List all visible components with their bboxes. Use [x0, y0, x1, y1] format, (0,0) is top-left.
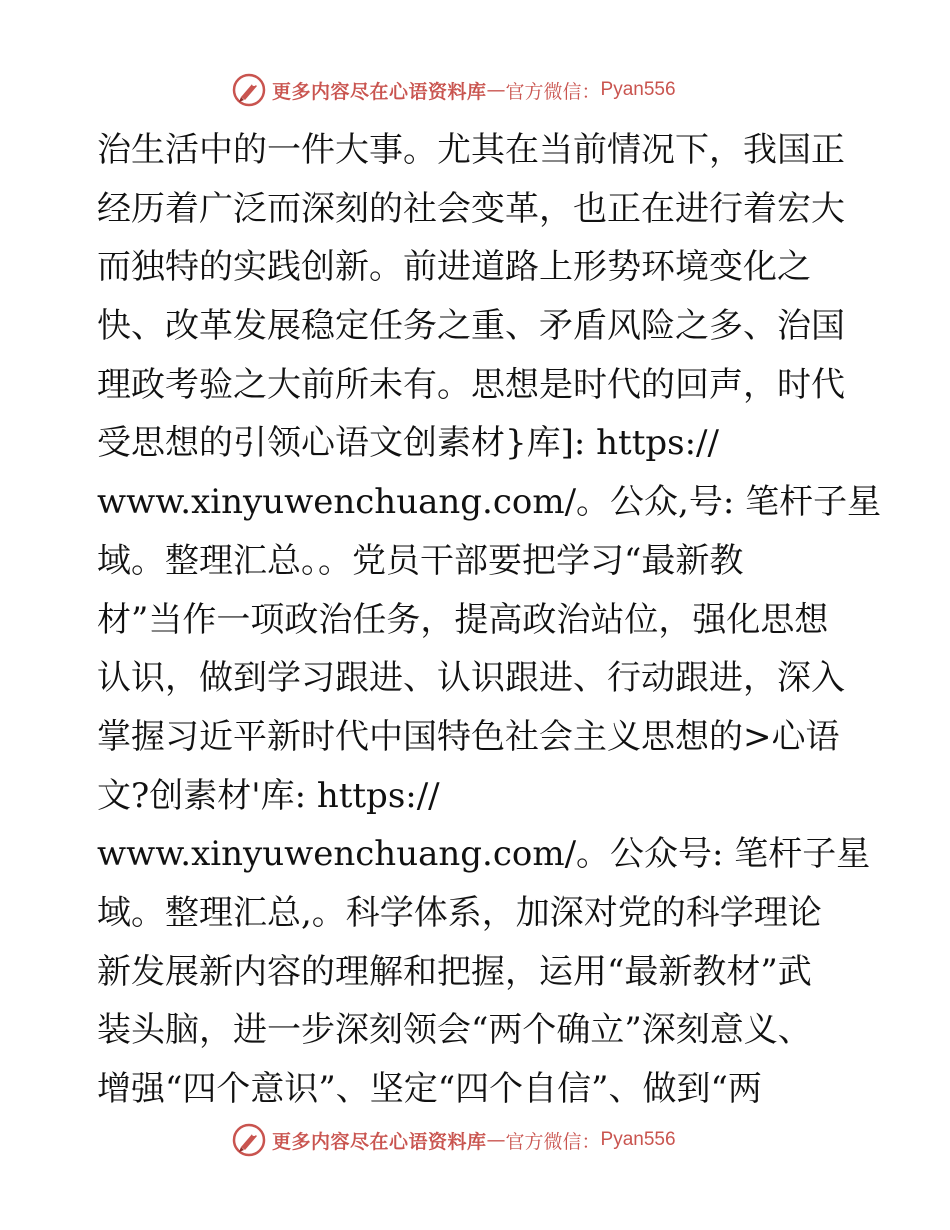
text-line: 域。整理汇总,。科学体系，加深对党的科学理论	[97, 892, 822, 933]
header-watermark-banner	[232, 70, 676, 110]
text-line: 而独特的实践创新。前进道路上形势环境变化之	[97, 247, 811, 288]
banner-main-text: 更多内容尽在心语资料库	[272, 80, 487, 103]
text-line: www.xinyuwenchuang.com/。公众,号: 笔杆子星	[97, 482, 882, 523]
document-body	[97, 121, 882, 1119]
banner-main-text: 更多内容尽在心语资料库	[272, 1130, 487, 1153]
footer-watermark-banner	[232, 1120, 676, 1160]
text-line: 经历着广泛而深刻的社会变革，也正在进行着宏大	[97, 188, 845, 229]
banner-official-label: 官方微信：	[505, 80, 601, 103]
text-line: 治生活中的一件大事。尤其在当前情况下，我国正	[97, 130, 845, 170]
text-line: 新发展新内容的理解和把握，运用“最新教材”武	[97, 951, 812, 992]
text-line: 认识，做到学习跟进、认识跟进、行动跟进，深入	[97, 658, 845, 699]
pen-logo-icon	[232, 73, 266, 107]
text-line: 快、改革发展稳定任务之重、矛盾风险之多、治国	[97, 306, 845, 347]
text-line: 文?创素材'库: https://	[97, 775, 440, 816]
banner-dash: —	[486, 79, 506, 101]
banner-official-label: 官方微信：	[505, 1130, 601, 1153]
text-line: 掌握习近平新时代中国特色社会主义思想的>心语	[97, 716, 840, 757]
text-line: 材”当作一项政治任务，提高政治站位，强化思想	[97, 599, 829, 640]
banner-dash: —	[486, 1129, 506, 1151]
banner-wechat-id: Pyan556	[600, 79, 676, 100]
pen-logo-icon	[232, 1123, 266, 1157]
text-line: 域。整理汇总。。党员干部要把学习“最新教	[97, 540, 744, 581]
banner-wechat-id: Pyan556	[600, 1129, 676, 1150]
text-line: 增强“四个意识”、坚定“四个自信”、做到“两	[97, 1069, 762, 1109]
text-line: 理政考验之大前所未有。思想是时代的回声，时代	[97, 364, 845, 405]
text-line: www.xinyuwenchuang.com/。公众号: 笔杆子星	[97, 834, 871, 875]
text-line: 受思想的引领心语文创素材}库]: https://	[97, 423, 719, 464]
text-line: 装头脑，进一步深刻领会“两个确立”深刻意义、	[97, 1010, 812, 1051]
